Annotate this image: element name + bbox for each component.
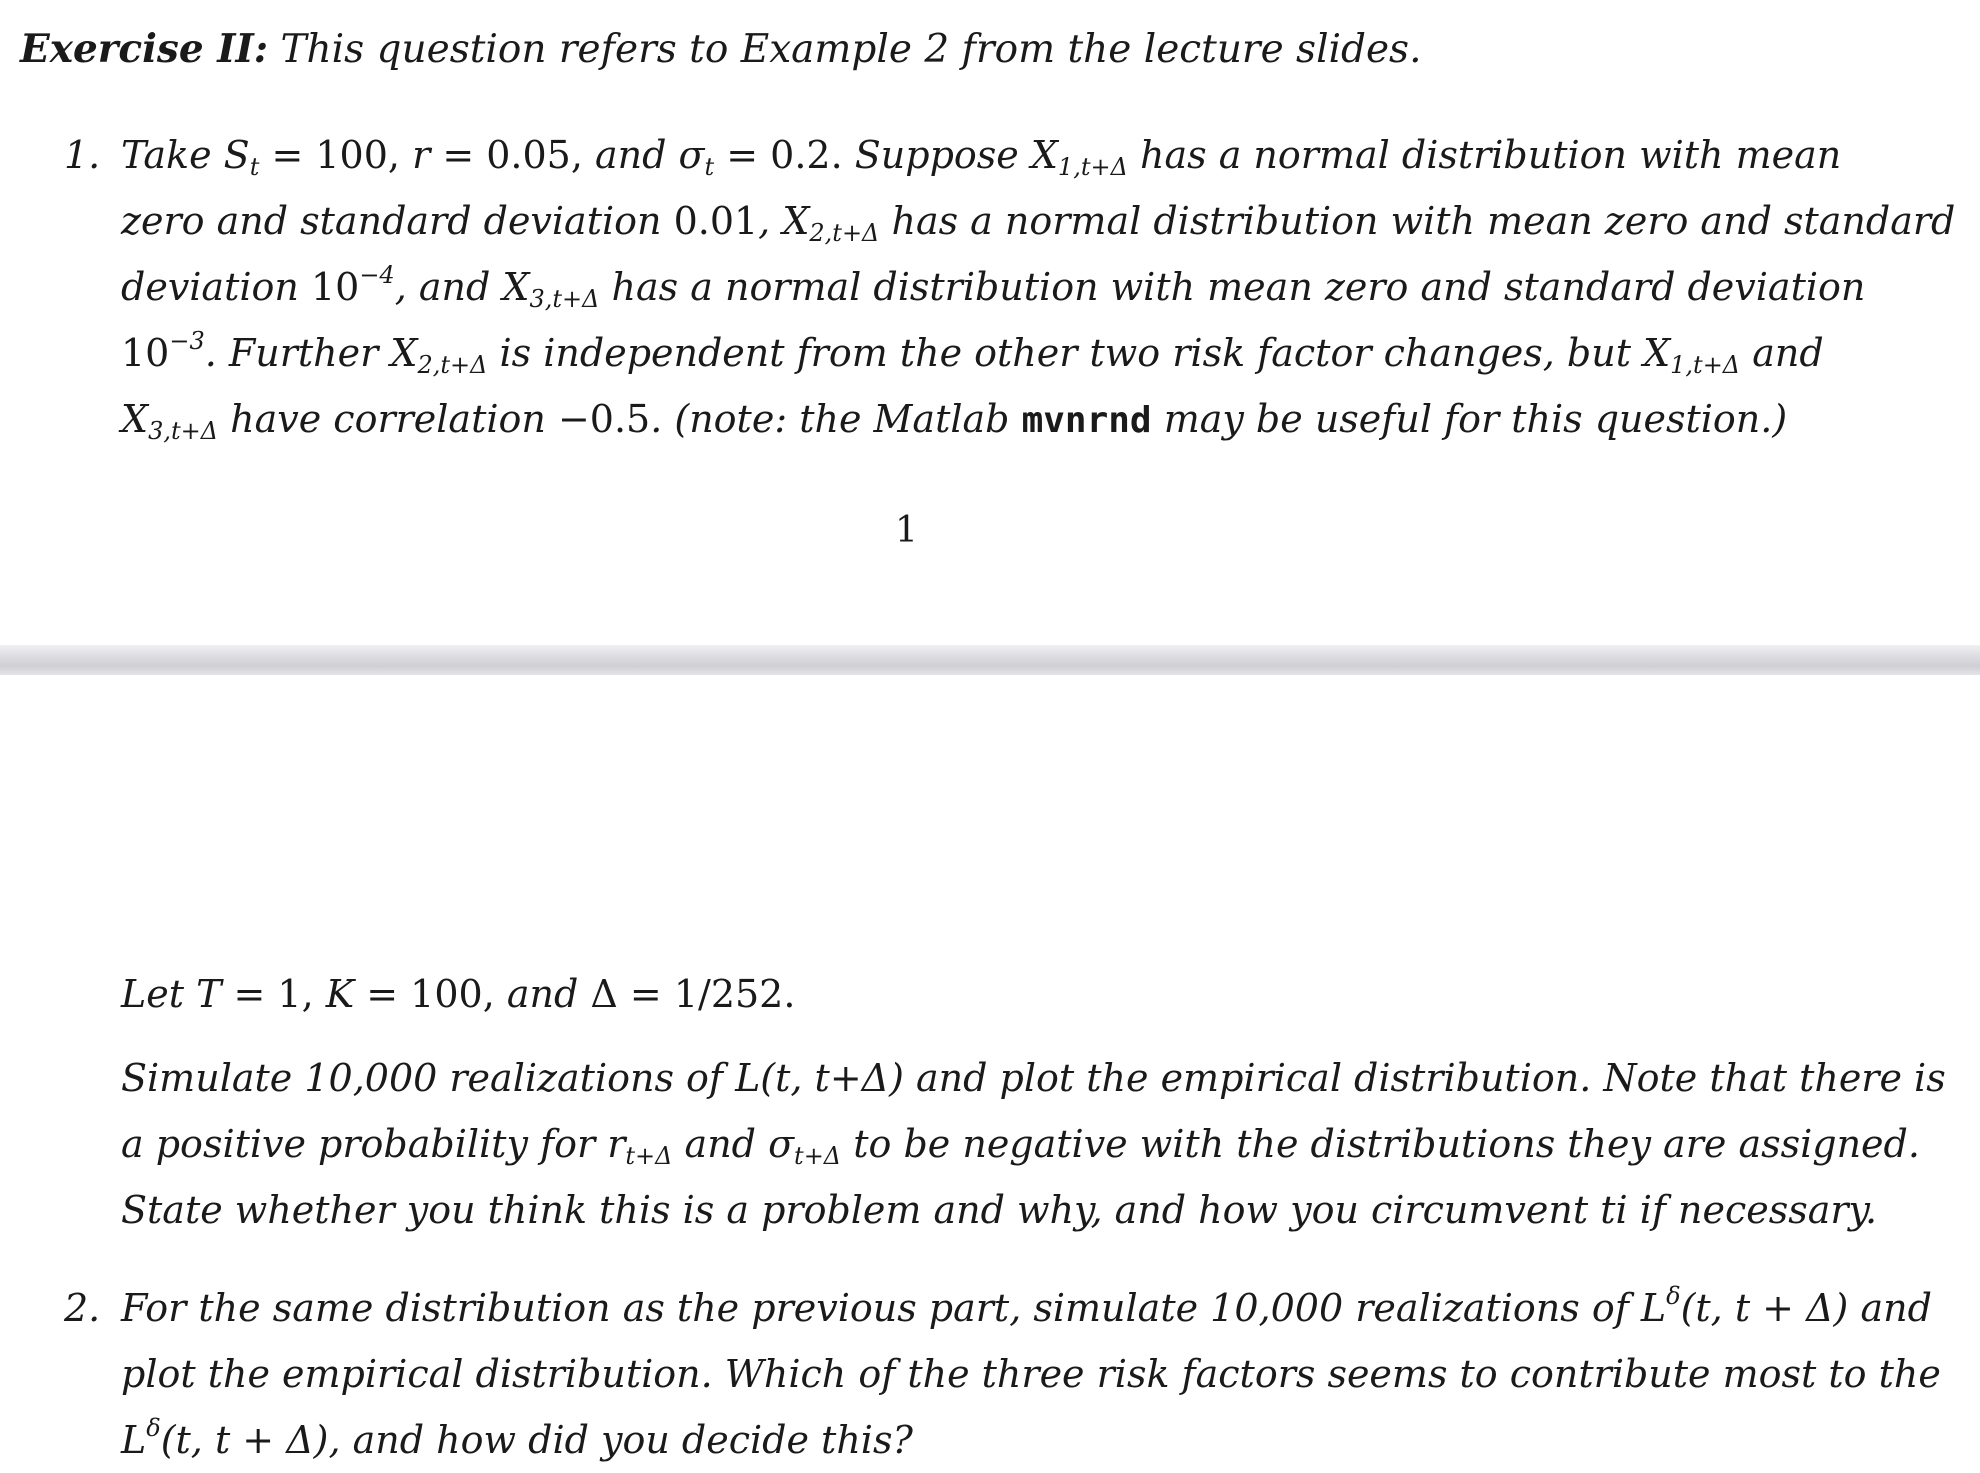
q1-line-4: $10^{-3}$. Further $X_{2,t+\Delta}$ is independent from the other two risk factor changes, but $X_{1,t+\Delta}$ and (121, 327, 1824, 379)
exercise-intro: This question refers to Example 2 from the lecture slides. (280, 27, 1422, 72)
exercise-heading (20, 26, 1421, 72)
q1-line-3: deviation $10^{-4}$, and $X_{3,t+\Delta}$ has a normal distribution with mean zero and standard deviation (121, 261, 1866, 313)
item-2-number: 2. (64, 1286, 101, 1330)
page-2 (0, 675, 1980, 1473)
simulate-line-3: State whether you think this is a problem and why, and how you circumvent ti if necessary. (121, 1188, 1878, 1232)
q2-line-2: plot the empirical distribution. Which of the three risk factors seems to contribute most to the (121, 1352, 1941, 1396)
q1-line-1: Take $S_t = 100$, r = 0.05, and $\sigma_t = 0.2$. Suppose $X_{1,t+\Delta}$ has a normal distribution with mean (121, 133, 1842, 181)
simulate-line-1: Simulate 10,000 realizations of L(t, t+Δ) and plot the empirical distribution. Note that there is (121, 1056, 1946, 1100)
simulate-line-2: a positive probability for $r_{t+\Delta}$ and $\sigma_{t+\Delta}$ to be negative with the distributions they are assigned. (121, 1122, 1920, 1170)
q1-line-2: zero and standard deviation 0.01, $X_{2,t+\Delta}$ has a normal distribution with mean zero and standard (121, 199, 1956, 247)
exercise-label: Exercise II: (20, 26, 269, 72)
page-1 (0, 0, 1980, 645)
q2-line-3: $L^\delta(t$, t + Δ), and how did you decide this? (121, 1414, 913, 1462)
let-line: Let T = 1, K = 100, and Δ = 1/252. (121, 972, 796, 1016)
q2-line-1: For the same distribution as the previous part, simulate 10,000 realizations of $L^\delta(t$, t + Δ) and (121, 1282, 1932, 1330)
item-1-number: 1. (64, 133, 101, 177)
matlab-command: mvnrnd (1021, 400, 1152, 441)
page-separator (0, 645, 1980, 675)
page-number: 1 (895, 510, 918, 551)
q1-line-5: $X_{3,t+\Delta}$ have correlation −0.5. (note: the Matlab mvnrnd may be useful for this question.) (121, 397, 1788, 445)
